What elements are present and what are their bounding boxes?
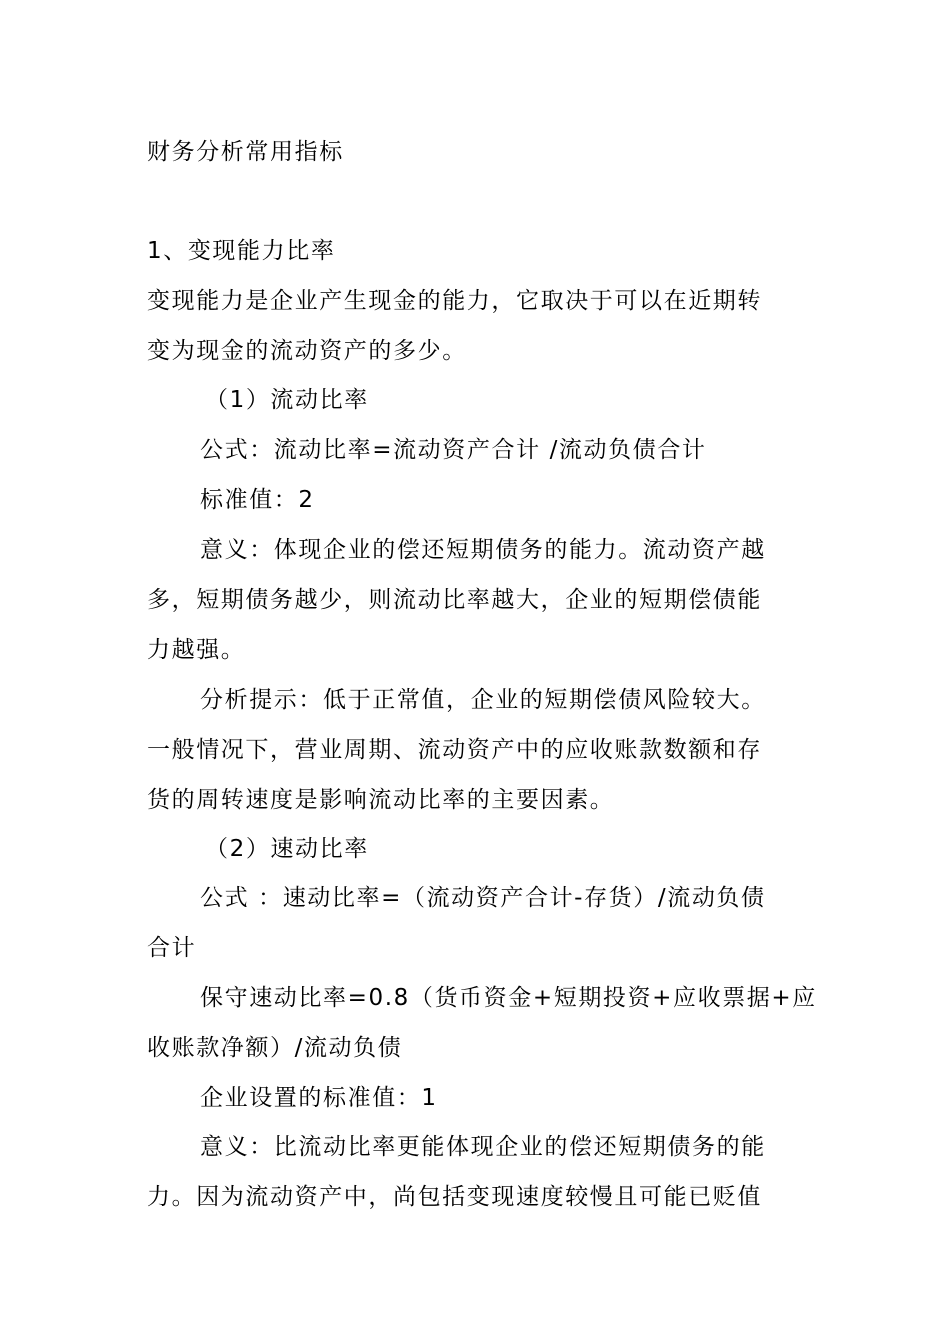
item-heading-current-ratio: （1）流动比率 bbox=[205, 387, 369, 413]
quick-ratio-meaning-line: 力。因为流动资产中，尚包括变现速度较慢且可能已贬值 bbox=[147, 1184, 762, 1210]
section-intro-line: 变现能力是企业产生现金的能力，它取决于可以在近期转 bbox=[147, 288, 762, 314]
current-ratio-tip-line: 货的周转速度是影响流动比率的主要因素。 bbox=[147, 787, 615, 813]
quick-ratio-meaning-line: 意义：比流动比率更能体现企业的偿还短期债务的能 bbox=[200, 1134, 766, 1160]
section-intro-line: 变为现金的流动资产的多少。 bbox=[147, 338, 467, 364]
conservative-quick-ratio-line: 保守速动比率=0.8（货币资金+短期投资+应收票据+应 bbox=[200, 985, 817, 1011]
current-ratio-meaning-line: 力越强。 bbox=[147, 637, 246, 663]
quick-ratio-formula-line: 公式 ：速动比率=（流动资产合计-存货）/流动负债 bbox=[200, 885, 766, 911]
current-ratio-formula: 公式：流动比率=流动资产合计 /流动负债合计 bbox=[200, 437, 707, 463]
quick-ratio-formula-line: 合计 bbox=[147, 935, 197, 961]
current-ratio-meaning-line: 多，短期债务越少，则流动比率越大，企业的短期偿债能 bbox=[147, 587, 762, 613]
current-ratio-tip-line: 分析提示：低于正常值，企业的短期偿债风险较大。 bbox=[200, 687, 766, 713]
current-ratio-tip-line: 一般情况下，营业周期、流动资产中的应收账款数额和存 bbox=[147, 737, 762, 763]
conservative-quick-ratio-line: 收账款净额）/流动负债 bbox=[147, 1035, 403, 1061]
document-title: 财务分析常用指标 bbox=[147, 139, 344, 165]
item-heading-quick-ratio: （2）速动比率 bbox=[205, 836, 369, 862]
current-ratio-standard: 标准值：2 bbox=[200, 487, 315, 513]
current-ratio-meaning-line: 意义：体现企业的偿还短期债务的能力。流动资产越 bbox=[200, 537, 766, 563]
section-heading: 1、变现能力比率 bbox=[147, 238, 336, 264]
quick-ratio-standard: 企业设置的标准值：1 bbox=[200, 1085, 438, 1111]
